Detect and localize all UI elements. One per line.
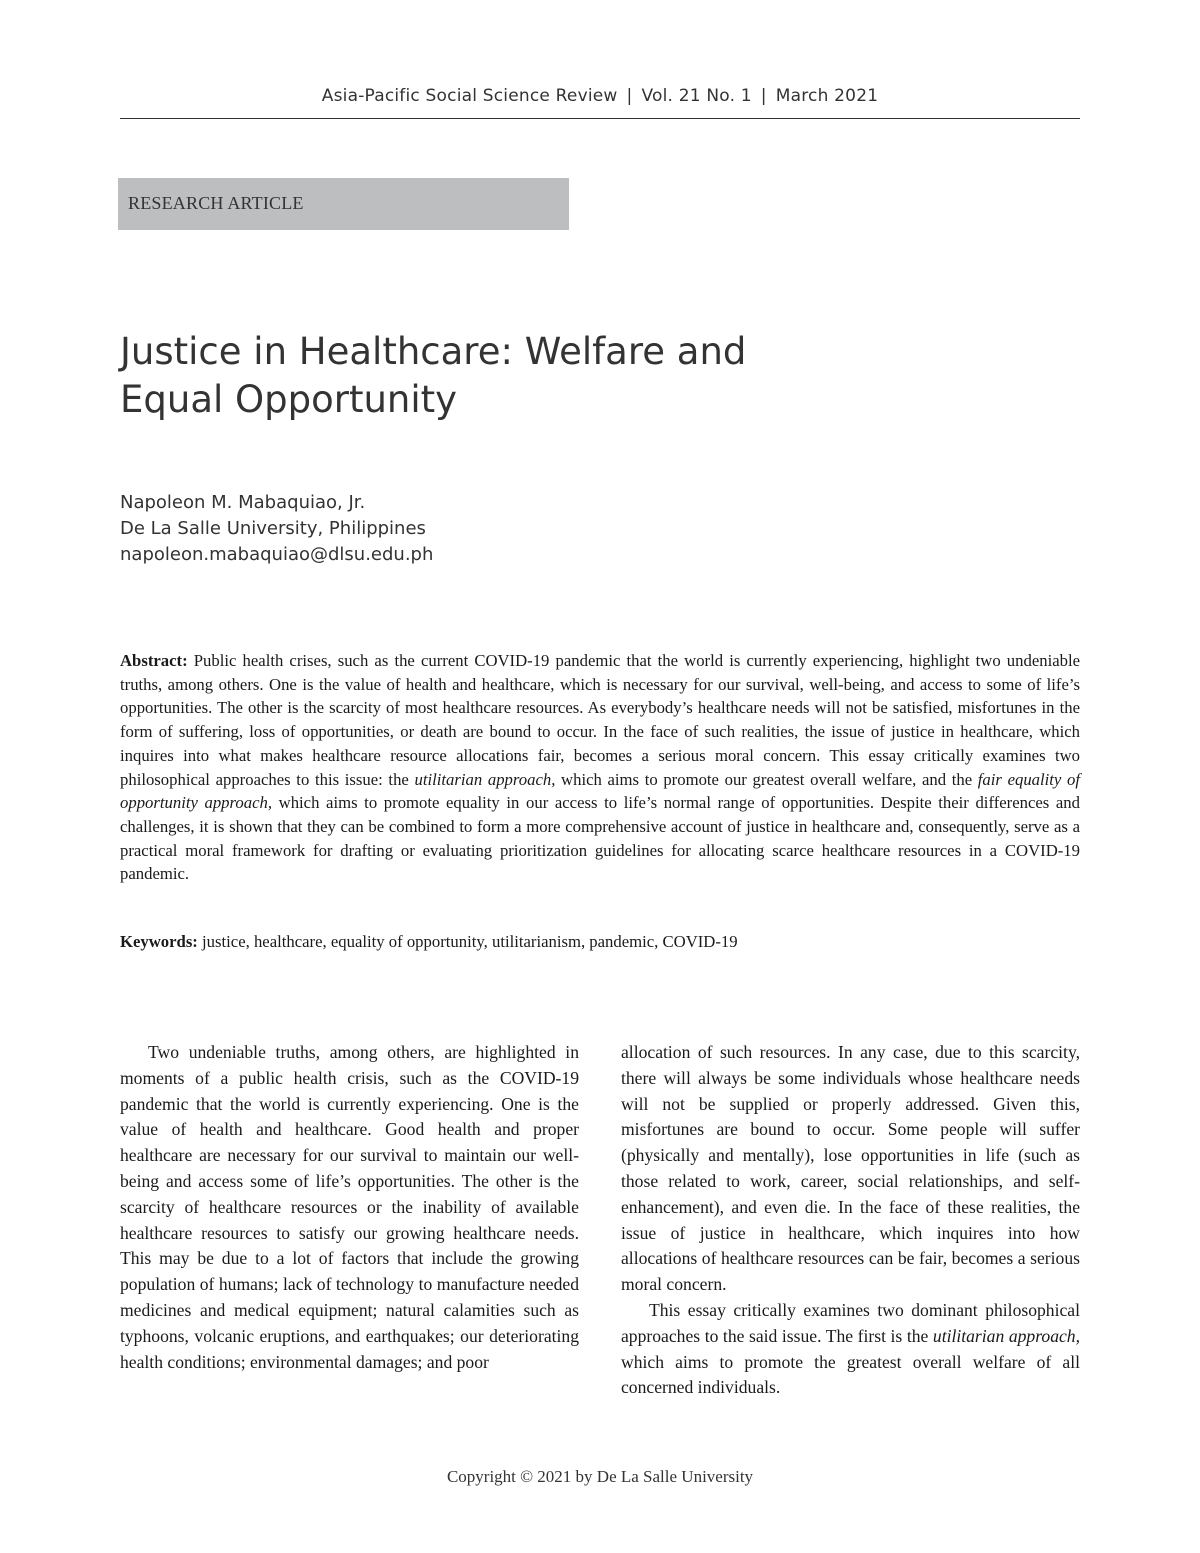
body-paragraph-2 — [621, 1298, 1080, 1401]
para2-text-a: This essay critically examines two dominant philosophical approaches to the said issue. The first is the — [621, 1299, 1080, 1346]
para2-italic: utilitarian approach, — [932, 1325, 1080, 1346]
header-separator: | — [760, 86, 767, 106]
abstract-italic-2: fair equality of opportunity approach, — [120, 769, 1080, 813]
body-column-left — [120, 1040, 579, 1375]
article-title — [120, 328, 920, 424]
abstract-text-3: which aims to promote equality in our access to life’s normal range of opportunities. Despite their differences and challenges, it is shown that they can be combined to form a more comprehensive account of justice in healthcare and, consequently, serve as a practical moral framework for drafting or evaluating prioritization guidelines for allocating scarce healthcare resources in a COVID-19 pandemic. — [120, 793, 1080, 884]
copyright-footer: Copyright © 2021 by De La Salle University — [446, 1467, 754, 1486]
running-header — [120, 86, 1080, 106]
title-line-1: Justice in Healthcare: Welfare and — [120, 330, 747, 373]
keywords-label: Keywords: — [120, 932, 198, 951]
author-email: napoleon.mabaquiao@dlsu.edu.ph — [120, 544, 434, 565]
article-type-label: RESEARCH ARTICLE — [128, 193, 304, 213]
header-rule — [120, 118, 1080, 119]
author-block — [120, 490, 433, 568]
abstract — [120, 649, 1080, 886]
abstract-italic-1: utilitarian approach, — [414, 769, 556, 789]
header-separator: | — [626, 86, 633, 106]
abstract-text-2: which aims to promote our greatest overall welfare, and the — [561, 769, 973, 789]
author-affiliation: De La Salle University, Philippines — [120, 518, 426, 539]
abstract-text-1: Public health crises, such as the current COVID-19 pandemic that the world is currently experiencing, highlight two undeniable truths, among others. One is the value of health and healthcare, which is necessary for our survival, well-being, and access to some of life’s opportunities. The other is the scarcity of most healthcare resources. As everybody’s healthcare needs will not be satisfied, misfortunes in the form of suffering, loss of opportunities, or death are bound to occur. In the face of such realities, the issue of justice in healthcare, which inquires into what makes healthcare resource allocations fair, becomes a serious moral concern. This essay critically examines two philosophical approaches to this issue: the — [120, 651, 1080, 789]
keywords — [120, 930, 1080, 954]
body-column-right — [621, 1040, 1080, 1401]
article-type-banner — [118, 178, 569, 230]
journal-date: March 2021 — [775, 86, 879, 106]
title-line-2: Equal Opportunity — [120, 378, 458, 421]
para2-text-b: which aims to promote the greatest overall welfare of all concerned individuals. — [621, 1351, 1080, 1398]
body-paragraph-1-continued: allocation of such resources. In any case, due to this scarcity, there will always be some individuals whose healthcare needs will not be supplied or properly addressed. Given this, misfortunes are bound to occur. Some people will suffer (physically and mentally), lose opportunities in life (such as those related to work, career, social relationships, and self-enhancement), and even die. In the face of these realities, the issue of justice in healthcare, which inquires into how allocations of healthcare resources can be fair, becomes a serious moral concern. — [621, 1042, 1080, 1295]
abstract-label: Abstract: — [120, 651, 188, 670]
body-paragraph-1: Two undeniable truths, among others, are highlighted in moments of a public health crisis, such as the COVID-19 pandemic that the world is currently experiencing. One is the value of health and healthcare. Good health and proper healthcare are necessary for our survival to maintain our well-being and access some of life’s opportunities. The other is the scarcity of healthcare resources or the inability of available healthcare resources to satisfy our growing healthcare needs. This may be due to a lot of factors that include the growing population of humans; lack of technology to manufacture needed medicines and medical equipment; natural calamities such as typhoons, volcanic eruptions, and earthquakes; our deteriorating health conditions; environmental damages; and poor — [120, 1042, 579, 1372]
keywords-text: justice, healthcare, equality of opportunity, utilitarianism, pandemic, COVID-19 — [202, 932, 738, 951]
journal-name: Asia-Pacific Social Science Review — [321, 86, 618, 106]
author-name: Napoleon M. Mabaquiao, Jr. — [120, 492, 366, 513]
journal-volume: Vol. 21 No. 1 — [641, 86, 752, 106]
